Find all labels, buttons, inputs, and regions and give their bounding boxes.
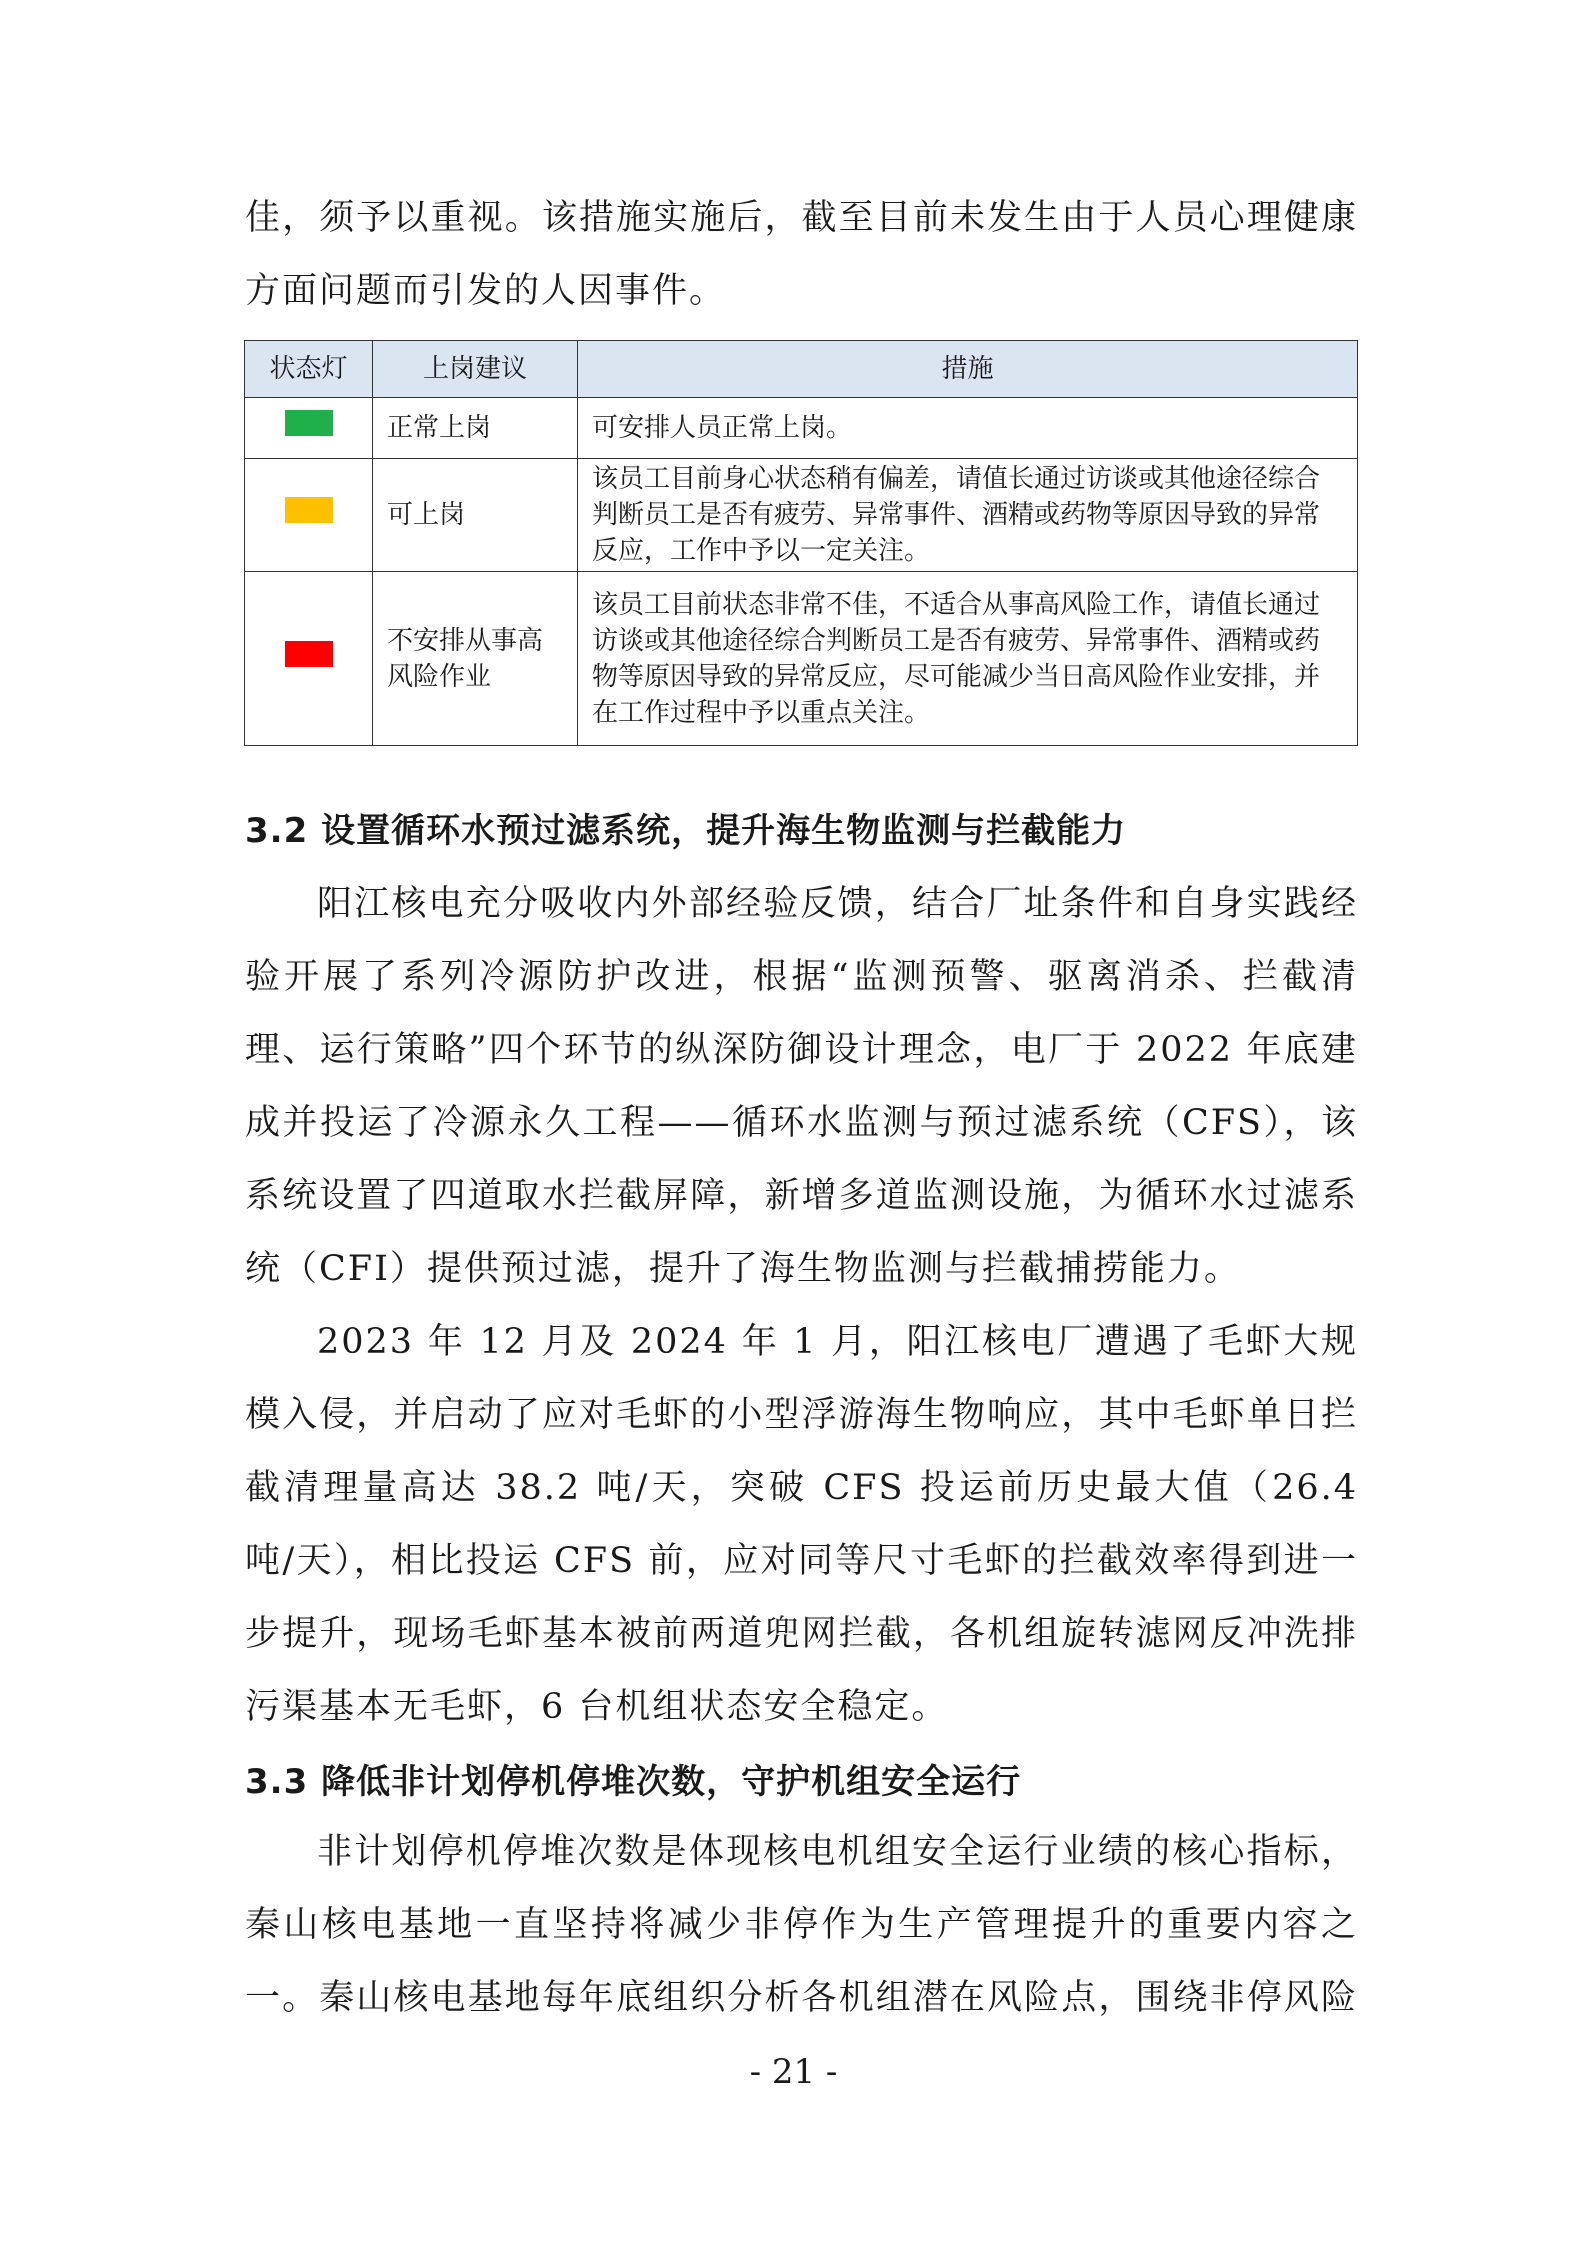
- intro-paragraph: 佳，须予以重视。该措施实施后，截至目前未发生由于人员心理健康方面问题而引发的人因事件。: [245, 198, 1358, 311]
- section-3-2-paragraph-1: 阳江核电充分吸收内外部经验反馈，结合厂址条件和自身实践经验开展了系列冷源防护改进，根据“监测预警、驱离消杀、拦截清理、运行策略”四个环节的纵深防御设计理念，电厂于 2022 年底建成并投运了冷源永久工程——循环水监测与预过滤系统（CFS），该系统设置了四道取水拦截屏障，新增多道监测设施，为循环水过滤系统（CFI）提供预过滤，提升了海生物监测与拦截捕捞能力。: [245, 884, 1358, 1289]
- status-light-cell: [245, 572, 373, 746]
- table-row: [245, 459, 1358, 572]
- status-light-table: [244, 340, 1358, 746]
- suggestion-cell: 正常上岗: [373, 398, 578, 459]
- table-header-row: [245, 341, 1358, 398]
- section-3-2-paragraph-2: 2023 年 12 月及 2024 年 1 月，阳江核电厂遭遇了毛虾大规模入侵，并启动了应对毛虾的小型浮游海生物响应，其中毛虾单日拦截清理量高达 38.2 吨/天，突破 CFS 投运前历史最大值（26.4 吨/天），相比投运 CFS 前，应对同等尺寸毛虾的拦截效率得到进一步提升，现场毛虾基本被前两道兜网拦截，各机组旋转滤网反冲洗排污渠基本无毛虾，6 台机组状态安全稳定。: [245, 1322, 1358, 1727]
- suggestion-cell: 不安排从事高风险作业: [373, 572, 578, 746]
- measure-cell: 该员工目前身心状态稍有偏差，请值长通过访谈或其他途径综合判断员工是否有疲劳、异常事件、酒精或药物等原因导致的异常反应，工作中予以一定关注。: [578, 459, 1358, 572]
- status-light-cell: [245, 398, 373, 459]
- status-light-cell: [245, 459, 373, 572]
- header-status-light: 状态灯: [245, 341, 373, 398]
- table-row: [245, 398, 1358, 459]
- header-suggestion: 上岗建议: [373, 341, 578, 398]
- section-3-3-paragraph-1: 非计划停机停堆次数是体现核电机组安全运行业绩的核心指标，秦山核电基地一直坚持将减少非停作为生产管理提升的重要内容之一。秦山核电基地每年底组织分析各机组潜在风险点，围绕非停风险: [245, 1832, 1358, 2018]
- section-3-3-heading: 3.3 降低非计划停机停堆次数，守护机组安全运行: [245, 1762, 1022, 1802]
- header-measure: 措施: [578, 341, 1358, 398]
- red-light-swatch: [285, 641, 333, 667]
- section-3-2-heading: 3.2 设置循环水预过滤系统，提升海生物监测与拦截能力: [245, 811, 1127, 851]
- suggestion-cell: 可上岗: [373, 459, 578, 572]
- green-light-swatch: [285, 410, 333, 436]
- measure-cell: 可安排人员正常上岗。: [578, 398, 1358, 459]
- page-number: - 21 -: [749, 2052, 838, 2092]
- measure-cell: 该员工目前状态非常不佳，不适合从事高风险工作，请值长通过访谈或其他途径综合判断员工是否有疲劳、异常事件、酒精或药物等原因导致的异常反应，尽可能减少当日高风险作业安排，并在工作过程中予以重点关注。: [578, 572, 1358, 746]
- table-row: [245, 572, 1358, 746]
- yellow-light-swatch: [285, 497, 333, 523]
